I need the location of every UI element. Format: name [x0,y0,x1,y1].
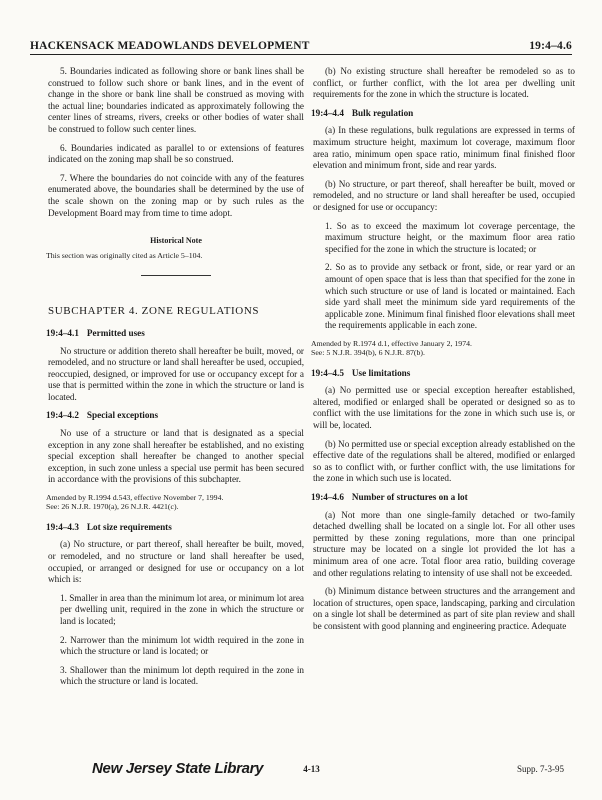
section-heading-4-2 [46,410,304,422]
section-4-1-text: No structure or addition thereto shall hereafter be built, moved, or remodeled, and no structure or land shall hereafter be used, occupied, reoccupied, designed, or improved for use or occupancy except for a use that is permitted within the zone in which the structure or land is located. [48,345,304,402]
left-column [48,66,304,695]
historical-note-text: This section was originally cited as Article 5–104. [46,250,203,260]
paragraph-7: 7. Where the boundaries do not coincide with any of the features enumerated above, the boundaries shall be determined by the use of the scale shown on the zoning map or by such rules as the Development Board may from time to time adopt. [48,172,304,218]
amendment-line: See: 26 N.J.R. 1970(a), 26 N.J.R. 4421(c). [46,502,179,512]
section-4-6-a: (a) Not more than one single-family detached or two-family detached dwelling shall be located on a single lot. For all other uses permitted by these zoning regulations, more than one principal structure may be located on a single lot provided the lot has a minimum area of one acre. Total floor area ratio, building coverage and other regulations relating to intensity of use shall not be exceeded. [313,509,575,578]
list-item: 1. So as to exceed the maximum lot coverage percentage, the maximum structure height, or the maximum floor area ratio specified for the zone in which the structure is located; or [325,220,575,254]
section-title: Bulk regulation [351,107,414,118]
page-footer [30,760,572,777]
list-item: 2. So as to provide any setback or front, side, or rear yard or an amount of open space that is less than that specified for the zone in which such structure or use of land is located or maintained. Each side yard shall meet the minimum side yard requirements of the applicable zone. Minimum final finished floor elevations shall meet the requirements applicable in each zone. [325,262,575,331]
list-item: 1. Smaller in area than the minimum lot area, or minimum lot area per dwelling unit, required in the zone in which the structure or land is located; [60,592,304,626]
amendment-line: See: 5 N.J.R. 394(b), 6 N.J.R. 87(b). [311,348,425,358]
section-4-2-text: No use of a structure or land that is designated as a special exception in any zone shall hereafter be established, and no existing special exception shall hereafter be changed to another special exception, in such zone unless a special use permit has been secured in accordance with the provisions of this subchapter. [48,428,304,485]
section-4-3-a: (a) No structure, or part thereof, shall hereafter be built, moved, or remodeled, and no structure or land shall hereafter be used, occupied, or arranged or designed for use or occupancy on a lot which is: [48,539,304,585]
section-heading-4-5 [311,368,575,380]
section-heading-4-6 [311,492,575,504]
section-4-6-b: (b) Minimum distance between structures and the arrangement and location of structures, open space, landscaping, parking and circulation on a single lot shall be determined as part of site plan review and shall be consistent with good planning and engineering practice. Adequate [313,586,575,631]
lot-size-list [48,593,304,688]
paragraph-5: 5. Boundaries indicated as following shore or bank lines shall be construed to follow such shore or bank lines, and in the event of change in the shore or bank line shall be construed as moving with the actual line; boundaries indicated as approximately following the center lines of streams, rivers, creeks or other bodies of water shall be construed to follow such center lines. [48,66,304,134]
running-header [30,40,572,55]
supplement-date: Supp. 7-3-95 [517,763,564,774]
section-heading-4-4 [311,108,575,120]
section-number: 19:4–4.5 [311,367,344,378]
section-title: Permitted uses [86,327,145,338]
section-4-5-b: (b) No permitted use or special exception already established on the effective date of the regulations shall be altered, modified or enlarged so as to conflict with, or further conflict with, the use limitations for the zone in which such use is located. [313,438,575,484]
bulk-regulation-list [313,221,575,332]
section-divider [141,275,211,276]
paragraph-6: 6. Boundaries indicated as parallel to or extensions of features indicated on the zoning map shall be so construed. [48,142,304,165]
amendment-line: Amended by R.1994 d.543, effective November 7, 1994. [46,493,224,503]
section-4-3-b: (b) No existing structure shall hereafter be remodeled so as to conflict, or further conflict, with the lot area per dwelling unit requirements for the zone in which the structure is located. [313,66,575,100]
section-number: 19:4–4.4 [311,107,344,118]
section-title: Use limitations [351,367,411,378]
section-4-4-a: (a) In these regulations, bulk regulations are expressed in terms of maximum structure height, maximum lot coverage, maximum floor area ratio, minimum open space ratio, minimum final finished floor elevation and minimum front, side and rear yards. [313,125,575,171]
section-title: Number of structures on a lot [351,492,468,503]
right-column [313,66,575,640]
section-heading-4-3 [46,522,304,534]
list-item: 2. Narrower than the minimum lot width required in the zone in which the structure or land is located; or [60,634,304,657]
amendment-note [46,493,304,512]
section-4-5-a: (a) No permitted use or special exception hereafter established, altered, modified or enlarged shall be operated or designed so as to conflict with the use limitations for the zone in which such use is, or will be, located. [313,385,575,431]
historical-note-title: Historical Note [150,236,202,246]
header-section-ref: 19:4–4.6 [529,40,572,52]
subchapter-heading: SUBCHAPTER 4. ZONE REGULATIONS [48,305,260,318]
section-number: 19:4–4.1 [46,327,79,338]
section-number: 19:4–4.2 [46,410,79,421]
page-number: 4-13 [303,763,320,774]
amendment-note [311,339,575,358]
section-number: 19:4–4.6 [311,492,344,503]
section-title: Special exceptions [86,410,159,421]
library-logo: New Jersey State Library [92,760,264,777]
section-heading-4-1 [46,328,304,340]
section-title: Lot size requirements [86,521,172,532]
list-item: 3. Shallower than the minimum lot depth required in the zone in which the structure or land is located. [60,664,304,687]
amendment-line: Amended by R.1974 d.1, effective January 2, 1974. [311,338,472,348]
section-number: 19:4–4.3 [46,521,79,532]
section-4-4-b: (b) No structure, or part thereof, shall hereafter be built, moved or remodeled, and no structure or land shall hereafter be used, occupied or designed for use or occupancy: [313,178,575,212]
header-title: HACKENSACK MEADOWLANDS DEVELOPMENT [30,40,310,52]
